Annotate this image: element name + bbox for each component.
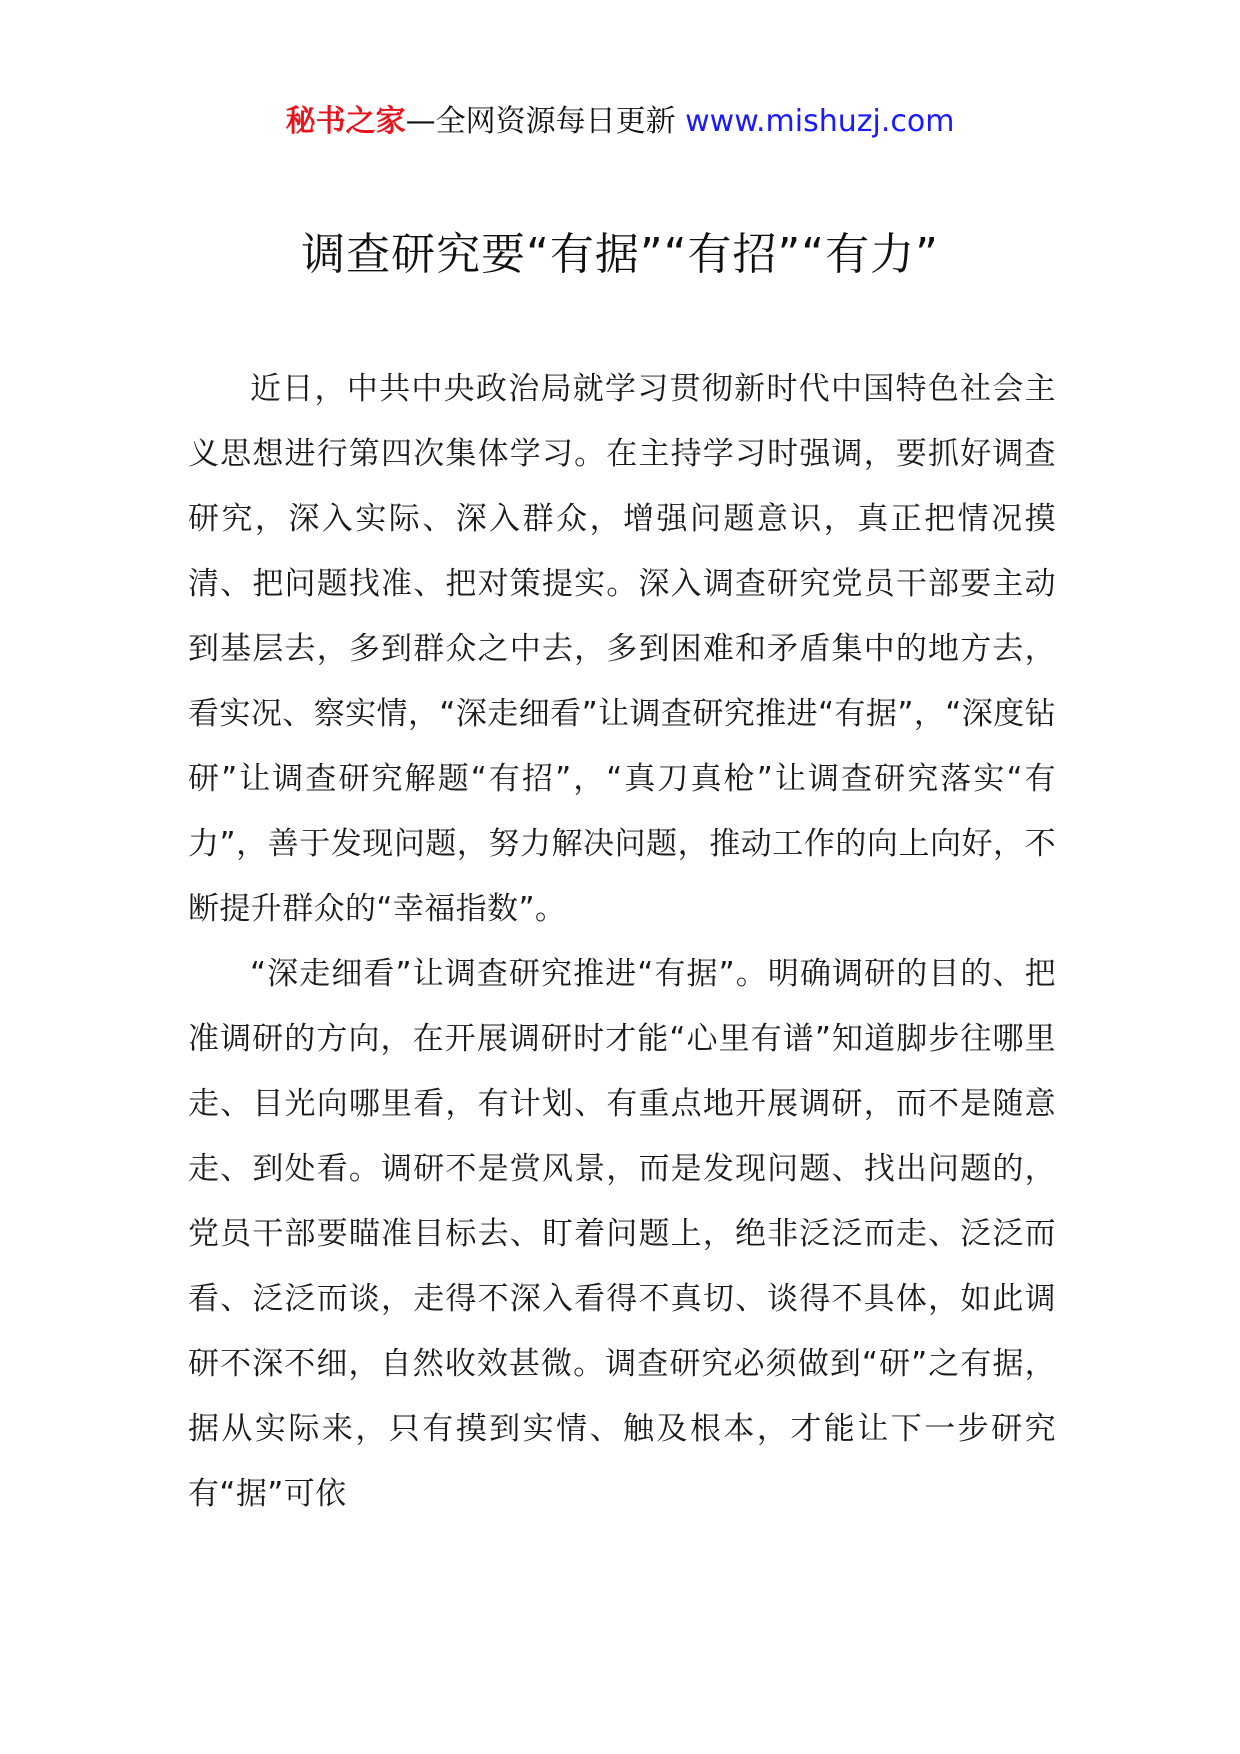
site-header <box>0 100 1240 144</box>
brand-name: 秘书之家 <box>285 104 406 139</box>
body-paragraph-1: 近日，中共中央政治局就学习贯彻新时代中国特色社会主义思想进行第四次集体学习。在主持学习时强调，要抓好调查研究，深入实际、深入群众，增强问题意识，真正把情况摸清、把问题找准、把对策提实。深入调查研究党员干部要主动到基层去，多到群众之中去，多到困难和矛盾集中的地方去，看实况、察实情，“深走细看”让调查研究推进“有据”，“深度钻研”让调查研究解题“有招”，“真刀真枪”让调查研究落实“有力”，善于发现问题，努力解决问题，推动工作的向上向好，不断提升群众的“幸福指数”。 <box>188 371 1056 927</box>
document-body <box>188 357 1056 1527</box>
site-url-link[interactable]: www.mishuzj.com <box>685 104 955 139</box>
document-title: 调查研究要“有据”“有招”“有力” <box>301 229 939 280</box>
body-paragraph-2: “深走细看”让调查研究推进“有据”。明确调研的目的、把准调研的方向，在开展调研时才能“心里有谱”知道脚步往哪里走、目光向哪里看，有计划、有重点地开展调研，而不是随意走、到处看。调研不是赏风景，而是发现问题、找出问题的，党员干部要瞄准目标去、盯着问题上，绝非泛泛而走、泛泛而看、泛泛而谈，走得不深入看得不真切、谈得不具体，如此调研不深不细，自然收效甚微。调查研究必须做到“研”之有据，据从实际来，只有摸到实情、触及根本，才能让下一步研究有“据”可依 <box>188 956 1056 1512</box>
site-slogan: —全网资源每日更新 <box>405 104 686 139</box>
